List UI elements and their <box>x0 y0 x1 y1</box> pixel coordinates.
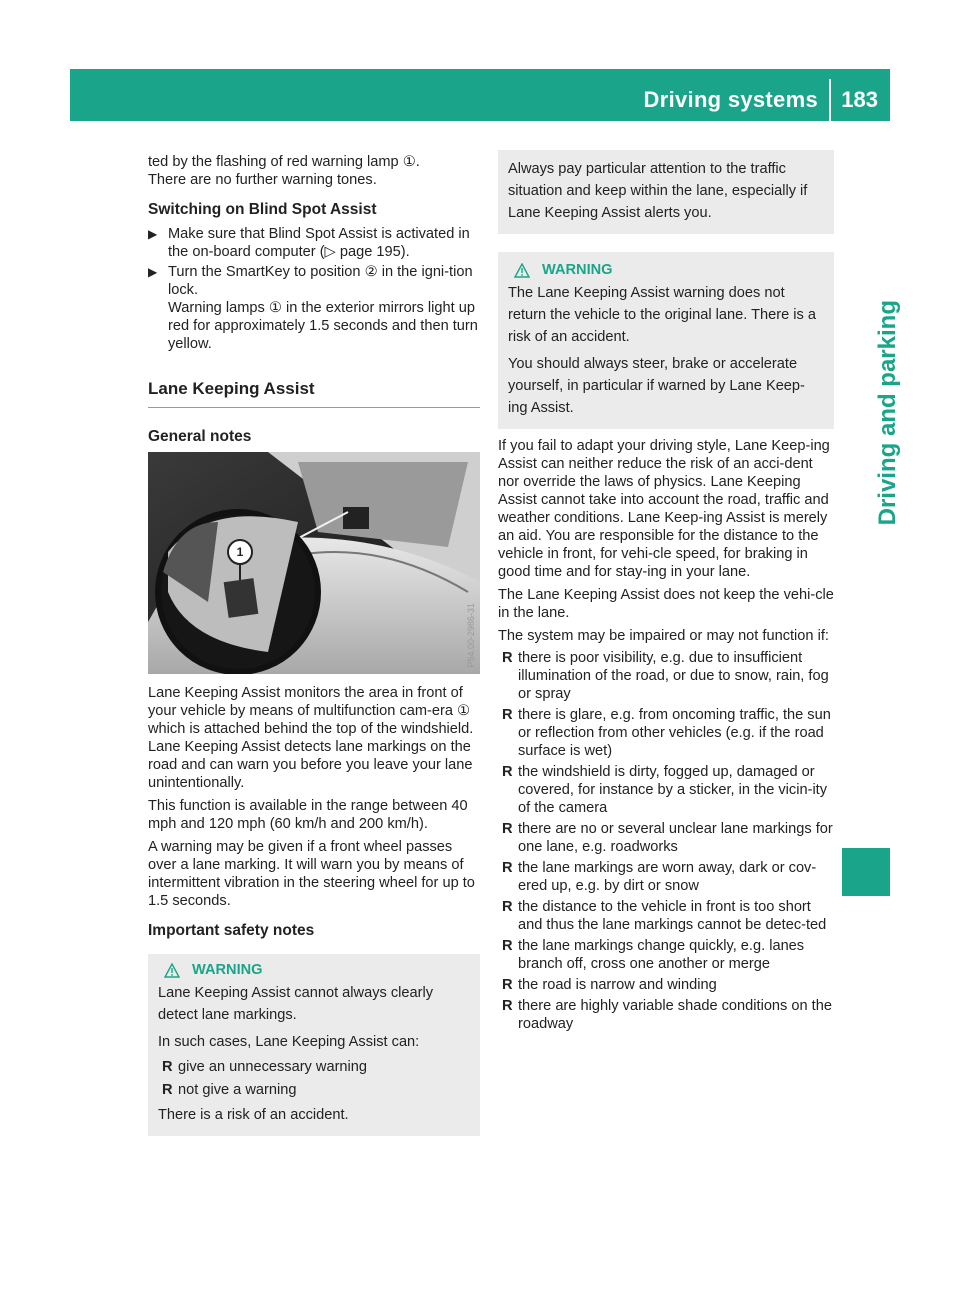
list-item: R the lane markings are worn away, dark or cov-ered up, e.g. by dirt or snow <box>502 860 817 894</box>
list-item: R there are highly variable shade conditions on the roadway <box>502 998 832 1032</box>
warning-text: You should always steer, brake or accelerate yourself, in particular if warned by Lane Keep-ing Assist. <box>508 356 805 416</box>
list-item: R there is poor visibility, e.g. due to insufficient illumination of the road, or due to snow, rain, fog or spray <box>502 650 829 702</box>
list-item: R there is glare, e.g. from oncoming traffic, the sun or reflection from other vehicles (e.g. if the road surface is wet) <box>502 707 831 759</box>
side-tab-marker <box>842 848 890 896</box>
side-tab-label-wrap <box>874 300 901 526</box>
warning-header <box>158 962 470 978</box>
warning-text: Lane Keeping Assist cannot always clearly detect lane markings. <box>158 985 434 1023</box>
instruction-step <box>148 263 480 353</box>
bullet-text: there is poor visibility, e.g. due to insufficient illumination of the road, or due to snow, rain, fog or spray <box>518 650 829 702</box>
figure-callout-label: 1 <box>236 545 244 559</box>
bullet-text: the lane markings change quickly, e.g. lanes branch off, cross one another or merge <box>518 938 805 972</box>
safety-heading: Important safety notes <box>148 922 315 939</box>
list-item: R the distance to the vehicle in front is too short and thus the lane markings cannot be detec-ted <box>502 899 827 933</box>
impairment-intro: The system may be impaired or may not function if: <box>498 628 829 644</box>
step-text: Make sure that Blind Spot Assist is activated in the on-board computer (▷ page 195). <box>168 226 470 260</box>
section-rule <box>148 407 480 408</box>
lane-keep-paragraph: The Lane Keeping Assist does not keep the vehi-cle in the lane. <box>498 587 834 621</box>
page-header <box>70 69 890 121</box>
bullet-text: there is glare, e.g. from oncoming traffic, the sun or reflection from other vehicles (e.g. if the road surface is wet) <box>518 707 831 759</box>
header-divider <box>829 79 831 121</box>
section-heading: Lane Keeping Assist <box>148 379 315 398</box>
blind-spot-heading: Switching on Blind Spot Assist <box>148 201 377 218</box>
side-tab-label: Driving and parking <box>874 300 901 526</box>
bullet-text: the windshield is dirty, fogged up, damaged or covered, for instance by a sticker, in the vicin-ity of the camera <box>518 764 828 816</box>
impairment-list <box>498 649 834 1033</box>
warning-triangle-icon <box>514 263 530 278</box>
warning-triangle-icon <box>164 963 180 978</box>
warning-header <box>508 262 824 278</box>
bullet-text: the distance to the vehicle in front is too short and thus the lane markings cannot be detec-ted <box>518 899 827 933</box>
page-number: 183 <box>841 87 878 112</box>
warning-box <box>148 954 480 1136</box>
warning-label: WARNING <box>192 962 263 978</box>
warning-text: In such cases, Lane Keeping Assist can: <box>158 1034 420 1050</box>
intro-text: ted by the flashing of red warning lamp ①. <box>148 154 420 170</box>
list-item: R there are no or several unclear lane markings for one lane, e.g. roadworks <box>502 821 833 855</box>
list-item: R the windshield is dirty, fogged up, damaged or covered, for instance by a sticker, in the vicin-ity of the camera <box>502 764 828 816</box>
warning-text: There is a risk of an accident. <box>158 1107 349 1123</box>
figure-id: P54.00-2986-31 <box>466 603 476 668</box>
intro-text-2: There are no further warning tones. <box>148 172 377 188</box>
list-item: R the lane markings change quickly, e.g. lanes branch off, cross one another or merge <box>502 938 805 972</box>
windshield-camera-illustration <box>148 452 480 674</box>
chapter-title: Driving systems <box>643 87 818 112</box>
warning-label: WARNING <box>542 262 613 278</box>
bullet-text: the lane markings are worn away, dark or cov-ered up, e.g. by dirt or snow <box>518 860 817 894</box>
attention-note-box <box>498 150 834 234</box>
left-column <box>148 153 480 1136</box>
attention-note-text: Always pay particular attention to the traffic situation and keep within the lane, especially if Lane Keeping Assist alerts you. <box>508 161 808 221</box>
bullet-text: there are highly variable shade conditions on the roadway <box>518 998 832 1032</box>
bullet-text: there are no or several unclear lane markings for one lane, e.g. roadworks <box>518 821 833 855</box>
step-arrow-icon: ▶ <box>148 265 158 279</box>
warning-bullet: R give an unnecessary warning <box>162 1059 368 1075</box>
step-arrow-icon: ▶ <box>148 227 158 241</box>
speed-range-paragraph: This function is available in the range between 40 mph and 120 mph (60 km/h and 200 km/h). <box>148 798 468 832</box>
right-column <box>498 150 834 1036</box>
step-text: Turn the SmartKey to position ② in the igni-tion lock. <box>168 264 473 298</box>
list-item: R the road is narrow and winding <box>502 977 717 993</box>
step-result-text: Warning lamps ① in the exterior mirrors light up red for approximately 1.5 seconds and then turn yellow. <box>168 300 478 352</box>
bullet-text: give an unnecessary warning <box>178 1059 368 1075</box>
camera-figure <box>148 452 480 674</box>
bullet-text: the road is narrow and winding <box>518 977 717 993</box>
warning-text: The Lane Keeping Assist warning does not return the vehicle to the original lane. There is a risk of an accident. <box>508 285 817 345</box>
general-notes-heading: General notes <box>148 428 252 445</box>
warning-box <box>498 252 834 429</box>
overview-paragraph: Lane Keeping Assist monitors the area in front of your vehicle by means of multifunction cam-era ① which is attached behind the top of the windshield. Lane Keeping Assist detects lane markings on the road and can warn you before you leave your lane unintentionally. <box>148 685 474 791</box>
warning-description-paragraph: A warning may be given if a front wheel passes over a lane marking. It will warn you by means of intermittent vibration in the steering wheel for up to 1.5 seconds. <box>148 839 475 909</box>
warning-bullet: R not give a warning <box>162 1082 297 1098</box>
bullet-text: not give a warning <box>178 1082 297 1098</box>
instruction-step <box>148 225 480 261</box>
responsibility-paragraph: If you fail to adapt your driving style, Lane Keep-ing Assist can neither reduce the risk of an acci-dent nor override the laws of physics. Lane Keeping Assist cannot take into account the road, traffic and weather conditions. Lane Keep-ing Assist is merely an aid. You are responsible for the distance to the vehicle in front, for vehi-cle speed, for braking in good time and for stay-ing in your lane. <box>498 438 830 580</box>
